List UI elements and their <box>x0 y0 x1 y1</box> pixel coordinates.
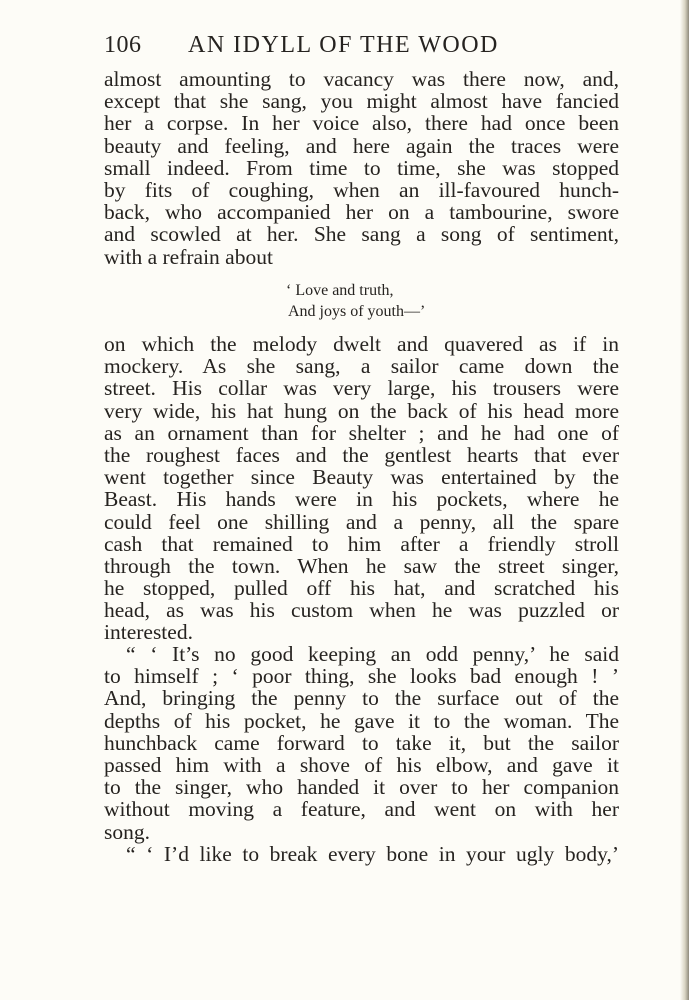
text-line: he stopped, pulled off his hat, and scratched his <box>104 576 619 601</box>
text-line: as an ornament than for shelter ; and he had one of <box>104 420 619 445</box>
text-line: “ ‘ It’s no good keeping an odd penny,’ he said <box>126 642 619 666</box>
running-title: AN IDYLL OF THE WOOD <box>188 32 499 58</box>
paragraph-continued <box>104 68 619 268</box>
text-line: back, who accompanied her on a tambourine, swore <box>104 200 619 225</box>
text-line: very wide, his hat hung on the back of his head more <box>104 398 619 423</box>
page-number: 106 <box>104 32 142 58</box>
text-line: “ ‘ I’d like to break every bone in your ugly body,’ <box>126 842 619 866</box>
paragraph-penny <box>104 643 619 843</box>
text-line: to himself ; ‘ poor thing, she looks bad enough ! ’ <box>104 664 619 689</box>
text-line: street. His collar was very large, his trousers were <box>104 376 619 401</box>
page-edge-shadow <box>680 0 689 1000</box>
text-line: went together since Beauty was entertained by the <box>104 465 619 490</box>
text-line: could feel one shilling and a penny, all the spare <box>104 509 619 534</box>
text-line: small indeed. From time to time, she was stopped <box>104 155 619 180</box>
text-line: mockery. As she sang, a sailor came down the <box>104 354 619 379</box>
text-line: cash that remained to him after a friendly stroll <box>104 531 619 556</box>
text-line: beauty and feeling, and here again the traces were <box>104 133 619 158</box>
text-line: interested. <box>104 620 193 645</box>
text-line: by fits of coughing, when an ill-favoured hunch- <box>104 177 619 202</box>
text-line: depths of his pocket, he gave it to the woman. The <box>104 708 619 733</box>
quote-line: ‘ Love and truth, <box>286 282 394 299</box>
text-line: And, bringing the penny to the surface out of the <box>104 686 619 711</box>
text-line: without moving a feature, and went on with her <box>104 797 619 822</box>
paragraph-sailor <box>104 333 619 644</box>
text-line: her a corpse. In her voice also, there had once been <box>104 111 619 136</box>
song-refrain-quote <box>286 280 425 322</box>
text-line: passed him with a shove of his elbow, and gave it <box>104 752 619 777</box>
running-header <box>104 28 620 62</box>
text-line: Beast. His hands were in his pockets, where he <box>104 487 619 512</box>
text-line: head, as was his custom when he was puzzled or <box>104 598 619 623</box>
text-line: through the town. When he saw the street singer, <box>104 553 619 578</box>
text-line: on which the melody dwelt and quavered as if in <box>104 332 619 356</box>
text-line: and scowled at her. She sang a song of sentiment, <box>104 222 619 247</box>
text-line: hunchback came forward to take it, but the sailor <box>104 730 619 755</box>
text-line: the roughest faces and the gentlest hearts that ever <box>104 442 619 467</box>
text-line: to the singer, who handed it over to her companion <box>104 775 619 800</box>
text-line: song. <box>104 819 150 844</box>
text-line: except that she sang, you might almost have fancied <box>104 89 619 114</box>
quote-line: And joys of youth—’ <box>288 303 426 320</box>
paragraph-break-bone <box>104 843 619 865</box>
text-line: almost amounting to vacancy was there now, and, <box>104 67 619 91</box>
text-line: with a refrain about <box>104 244 273 269</box>
